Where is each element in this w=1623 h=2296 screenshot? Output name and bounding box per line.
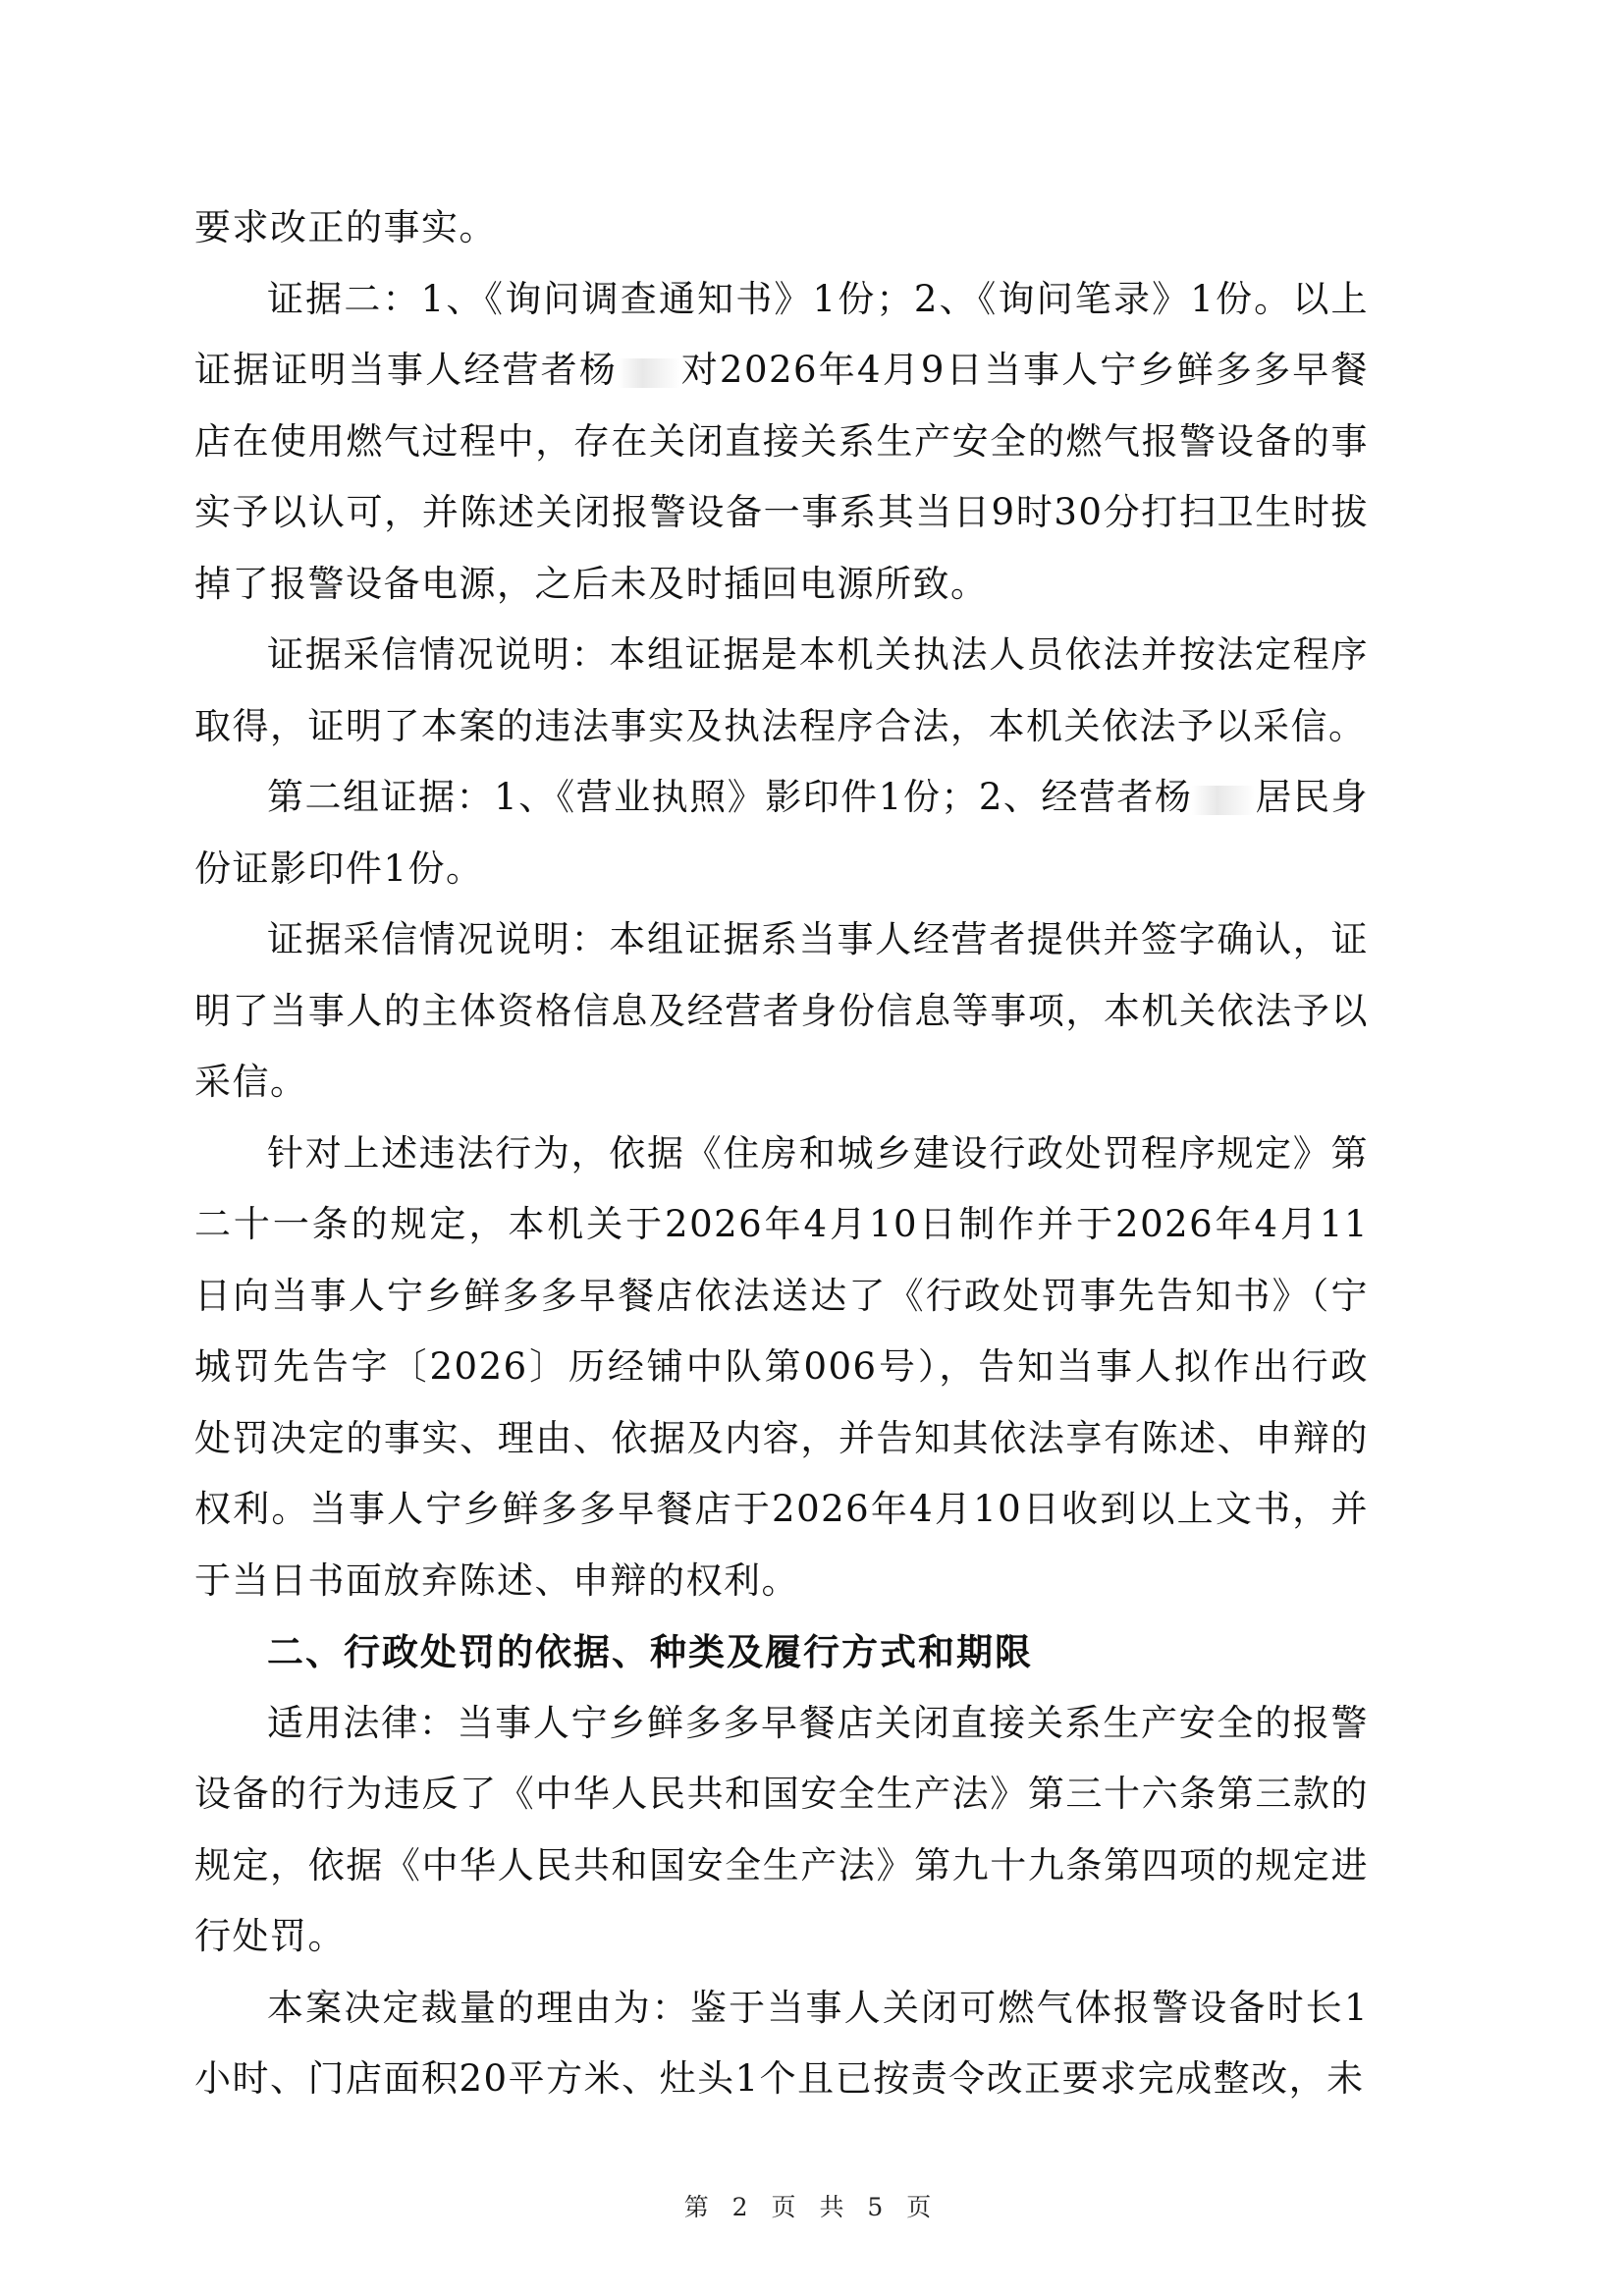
document-body [194, 192, 1369, 2115]
paragraph-notice-procedure: 针对上述违法行为，依据《住房和城乡建设行政处罚程序规定》第二十一条的规定，本机关于2026年4月10日制作并于2026年4月11日向当事人宁乡鲜多多早餐店依法送达了《行政处罚事先告知书》（宁城罚先告字〔2026〕历经铺中队第006号），告知当事人拟作出行政处罚决定的事实、理由、依据及内容，并告知其依法享有陈述、申辩的权利。当事人宁乡鲜多多早餐店于2026年4月10日收到以上文书，并于当日书面放弃陈述、申辩的权利。 [194, 1131, 1369, 1602]
paragraph-evidence-two [194, 264, 1369, 621]
paragraph-applicable-law: 适用法律：当事人宁乡鲜多多早餐店关闭直接关系生产安全的报警设备的行为违反了《中华人民共和国安全生产法》第三十六条第三款的规定，依据《中华人民共和国安全生产法》第九十九条第四项的规定进行处罚。 [194, 1701, 1369, 1957]
page-number-footer: 第 2 页 共 5 页 [683, 2193, 940, 2221]
paragraph-evidence-note-one: 证据采信情况说明：本组证据是本机关执法人员依法并按法定程序取得，证明了本案的违法事实及执法程序合法，本机关依法予以采信。 [194, 633, 1369, 747]
evidence-two-text-b: 对2026年4月9日当事人宁乡鲜多多早餐店在使用燃气过程中，存在关闭直接关系生产安全的燃气报警设备的事实予以认可，并陈述关闭报警设备一事系其当日9时30分打扫卫生时拔掉了报警设备电源，之后未及时插回电源所致。 [194, 349, 1369, 605]
redacted-name-mark [618, 358, 680, 388]
paragraph-evidence-note-two: 证据采信情况说明：本组证据系当事人经营者提供并签字确认，证明了当事人的主体资格信息及经营者身份信息等事项，本机关依法予以采信。 [194, 918, 1369, 1103]
evidence-two-text-a: 证据二：1、《询问调查通知书》1份；2、《询问笔录》1份。以上证据证明当事人经营者杨 [194, 277, 1369, 391]
evidence-group-two-text-b: 居民身份证影印件1份。 [194, 776, 1370, 890]
section-heading: 二、行政处罚的依据、种类及履行方式和期限 [267, 1630, 1033, 1673]
paragraph-evidence-group-two [194, 762, 1369, 904]
paragraph-discretion-reason: 本案决定裁量的理由为：鉴于当事人关闭可燃气体报警设备时长1小时、门店面积20平方米、灶头1个且已按责令改正要求完成整改，未 [194, 1986, 1369, 2100]
redacted-name-mark [1192, 786, 1255, 815]
evidence-group-two-text-a: 第二组证据：1、《营业执照》影印件1份；2、经营者杨 [267, 776, 1193, 818]
paragraph-continuation: 要求改正的事实。 [194, 206, 497, 248]
